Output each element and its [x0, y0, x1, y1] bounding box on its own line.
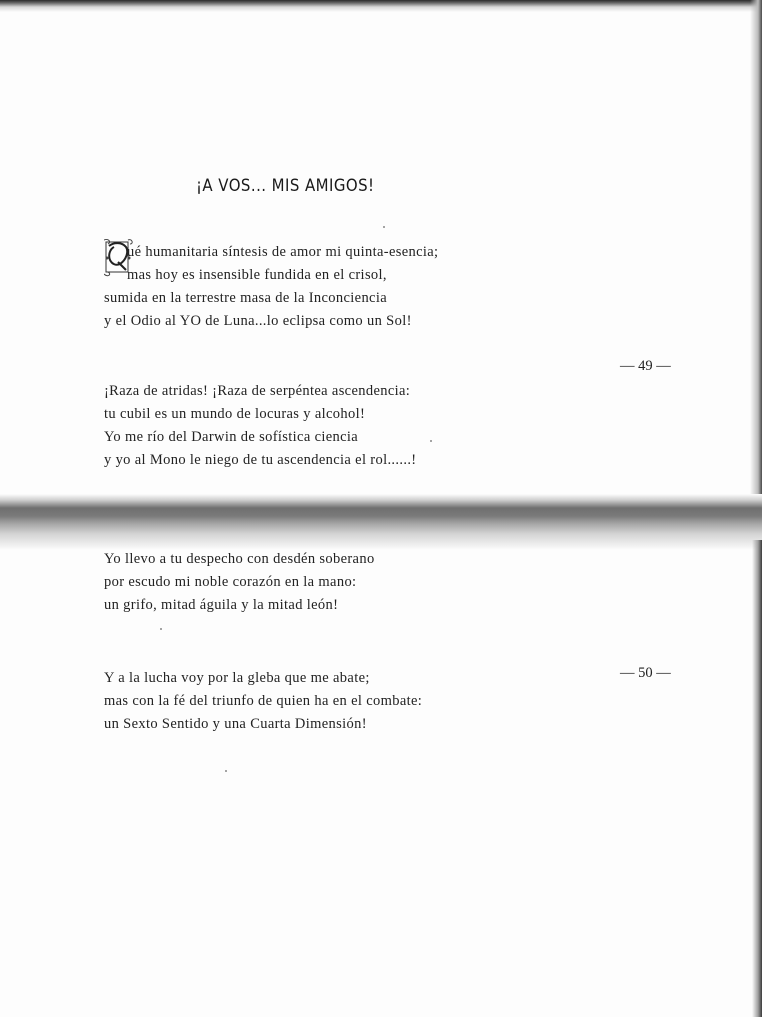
page-right-edge: [750, 0, 762, 500]
page-fold-shadow: [0, 494, 762, 550]
stanza-4: [104, 667, 422, 736]
stanza-1: [104, 241, 438, 333]
scan-speck: [160, 628, 162, 630]
verse-line: y el Odio al YO de Luna...lo eclipsa como un Sol!: [104, 313, 412, 329]
page-number: — 49 —: [620, 358, 671, 374]
verse-line: por escudo mi noble corazón en la mano:: [104, 574, 357, 590]
scan-speck: [383, 226, 385, 228]
stanza-3: [104, 548, 375, 617]
stanza-2: [104, 380, 417, 472]
verse-line: Yo llevo a tu despecho con desdén soberano: [104, 551, 375, 567]
page-top-edge: [0, 0, 762, 12]
verse-line: un grifo, mitad águila y la mitad león!: [104, 597, 339, 613]
scan-speck: [430, 440, 432, 442]
verse-line: mas hoy es insensible fundida en el crisol,: [127, 267, 387, 283]
verse-line: y yo al Mono le niego de tu ascendencia el rol......!: [104, 452, 417, 468]
page-number: — 50 —: [620, 665, 671, 681]
verse-line: ué humanitaria síntesis de amor mi quinta-esencia;: [127, 244, 439, 260]
verse-line: mas con la fé del triunfo de quien ha en el combate:: [104, 693, 423, 709]
verse-line: tu cubil es un mundo de locuras y alcohol!: [104, 406, 366, 422]
verse-line: sumida en la terrestre masa de la Inconciencia: [104, 290, 388, 306]
verse-line: Yo me río del Darwin de sofística ciencia: [104, 429, 359, 445]
verse-line: ¡Raza de atridas! ¡Raza de serpéntea ascendencia:: [104, 383, 411, 399]
page-right-edge-lower: [752, 540, 762, 1017]
poem-title: ¡A VOS... MIS AMIGOS!: [196, 176, 375, 196]
verse-line: un Sexto Sentido y una Cuarta Dimensión!: [104, 716, 367, 732]
scan-speck: [225, 770, 227, 772]
verse-line: Y a la lucha voy por la gleba que me abate;: [104, 670, 370, 686]
